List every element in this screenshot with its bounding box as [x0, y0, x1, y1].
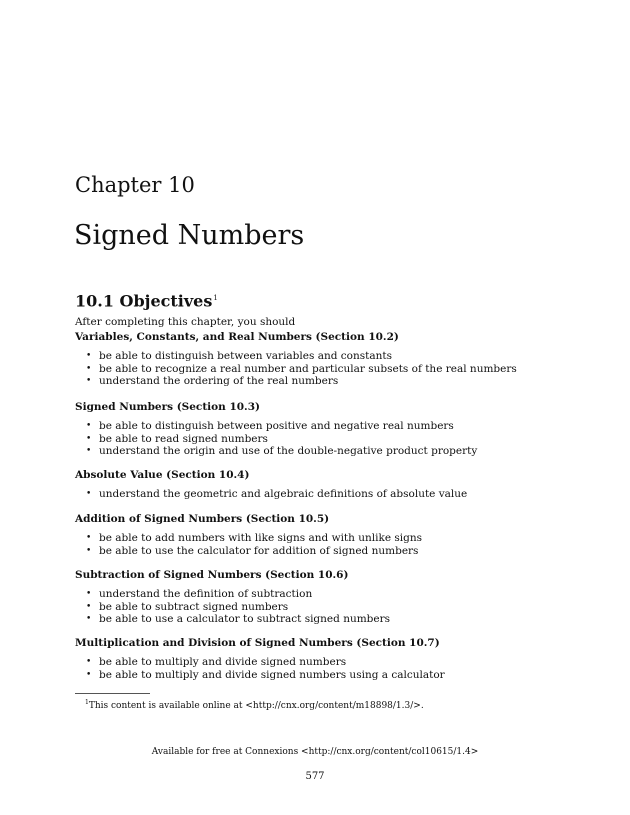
objective-item [75, 420, 477, 433]
objective-item [75, 613, 390, 626]
footnote-text: This content is available online at <http://cnx.org/content/m18898/1.3/>. [88, 701, 424, 711]
objective-group-title: Absolute Value (Section 10.4) [75, 469, 250, 481]
bullet-icon: • [86, 614, 92, 624]
objective-item [75, 656, 445, 669]
objective-item-text: be able to recognize a real number and particular subsets of the real numbers [99, 362, 517, 375]
objective-group-title: Multiplication and Division of Signed Numbers (Section 10.7) [75, 637, 440, 649]
footnote-mark: 1 [85, 699, 89, 706]
objective-item-text: be able to read signed numbers [99, 432, 268, 445]
objective-item [75, 669, 445, 682]
objective-item-text: understand the geometric and algebraic definitions of absolute value [99, 488, 468, 500]
objective-item [75, 532, 422, 545]
bullet-icon: • [86, 601, 92, 612]
bullet-icon: • [86, 446, 92, 456]
objective-item-text: understand the ordering of the real numbers [99, 375, 339, 387]
chapter-label: Chapter 10 [75, 173, 195, 197]
objective-item [75, 375, 517, 388]
objective-items [75, 488, 467, 501]
footnote-reference[interactable]: 1 [213, 294, 218, 302]
objective-item [75, 545, 422, 558]
bullet-icon: • [86, 657, 92, 667]
objective-group-title: Variables, Constants, and Real Numbers (Section 10.2) [75, 331, 399, 343]
objective-items [75, 656, 445, 681]
objective-item-text: understand the origin and use of the double-negative product property [99, 445, 478, 457]
objective-items [75, 532, 422, 557]
objective-group [75, 568, 390, 626]
objective-items [75, 420, 477, 458]
objective-items [75, 350, 517, 388]
objective-group-title: Subtraction of Signed Numbers (Section 10.6) [75, 569, 349, 581]
footnote [85, 697, 424, 712]
objective-group [75, 400, 477, 458]
bullet-icon: • [86, 421, 92, 431]
bullet-icon: • [86, 489, 92, 499]
objective-item-text: be able to multiply and divide signed numbers [99, 656, 347, 668]
section-heading-text: 10.1 Objectives [75, 291, 213, 311]
objective-item-text: be able to distinguish between positive and negative real numbers [99, 420, 454, 432]
bullet-icon: • [86, 533, 92, 543]
intro-text: After completing this chapter, you should [75, 316, 296, 328]
objective-item-text: be able to multiply and divide signed numbers using a calculator [99, 668, 445, 681]
objective-item [75, 488, 467, 501]
objective-item-text: be able to use the calculator for addition of signed numbers [99, 544, 419, 557]
bullet-icon: • [86, 376, 92, 386]
objective-item [75, 433, 477, 446]
bullet-icon: • [86, 351, 92, 361]
chapter-title: Signed Numbers [74, 220, 305, 251]
objective-group [75, 330, 517, 388]
bullet-icon: • [86, 545, 92, 556]
objective-item-text: be able to subtract signed numbers [99, 600, 289, 613]
objective-item [75, 445, 477, 458]
page-number: 577 [305, 771, 325, 782]
bullet-icon: • [86, 433, 92, 444]
objective-item-text: be able to add numbers with like signs and with unlike signs [99, 532, 423, 544]
objective-item-text: be able to distinguish between variables and constants [99, 350, 392, 362]
objective-item [75, 350, 517, 363]
footnote-divider [75, 693, 150, 694]
objective-item-text: be able to use a calculator to subtract signed numbers [99, 613, 391, 625]
section-heading [75, 288, 218, 311]
bullet-icon: • [86, 589, 92, 599]
bullet-icon: • [86, 669, 92, 680]
objective-group [75, 468, 467, 501]
objective-group-title: Signed Numbers (Section 10.3) [75, 401, 260, 413]
objective-group-title: Addition of Signed Numbers (Section 10.5) [75, 513, 330, 525]
objective-item [75, 601, 390, 614]
objective-group [75, 512, 422, 557]
objective-items [75, 588, 390, 626]
bullet-icon: • [86, 363, 92, 374]
objective-item [75, 588, 390, 601]
objective-item-text: understand the definition of subtraction [99, 588, 313, 600]
objective-item [75, 363, 517, 376]
objective-group [75, 636, 445, 681]
page-footer: Available for free at Connexions <http://cnx.org/content/col10615/1.4> [151, 747, 479, 757]
